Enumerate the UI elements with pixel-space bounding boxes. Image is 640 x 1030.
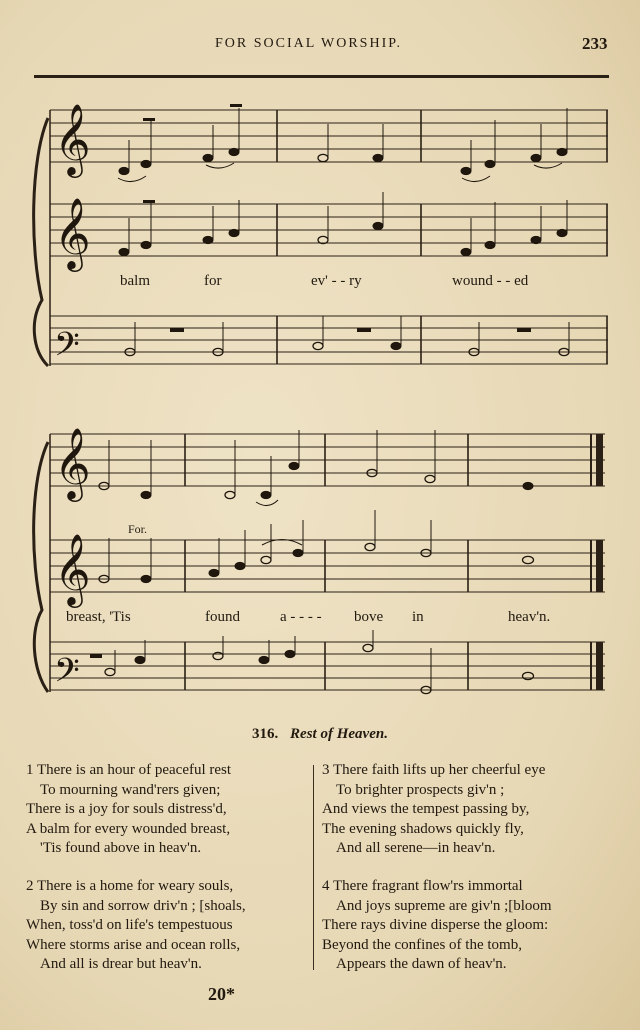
svg-text:𝄞: 𝄞: [54, 102, 91, 175]
staff-1b: [50, 204, 608, 256]
notes-1a: [118, 104, 567, 182]
stanza-line: There is a joy for souls distress'd,: [26, 801, 227, 817]
lyric-2-3: a - - - -: [280, 609, 322, 625]
stanza-line: Beyond the confines of the tomb,: [322, 936, 522, 953]
stanza-line: And all is drear but heav'n.: [40, 956, 202, 972]
stanza-line: 'Tis found above in heav'n.: [40, 840, 202, 856]
stanza-line: 3 There faith lifts up her cheerful eye: [322, 762, 546, 778]
stanza-line: 1 There is an hour of peaceful rest: [26, 762, 232, 778]
lyric-1-1: balm: [120, 273, 150, 289]
svg-text:𝄞: 𝄞: [54, 532, 91, 605]
lyric-1-3: ev' - - ry: [311, 273, 362, 289]
stanza-2: [26, 877, 246, 975]
stanza-line: And joys supreme are giv'n ;[bloom: [336, 897, 552, 914]
staff-2c: [50, 642, 605, 690]
stanza-line: Where storms arise and ocean rolls,: [26, 936, 241, 953]
lyric-1-2: for: [204, 273, 222, 289]
braces: [34, 110, 50, 692]
hymn-number: 316.: [252, 726, 279, 742]
voice-marker: For.: [128, 522, 148, 536]
page-number: 233: [582, 34, 608, 53]
staff-lines: [50, 110, 608, 690]
staff-1a: [50, 110, 608, 162]
stanza-line: To mourning wand'rers given;: [40, 781, 221, 798]
column-divider: [313, 765, 314, 970]
stanza-line: To brighter prospects giv'n ;: [336, 781, 505, 798]
signature-mark: 20*: [208, 984, 235, 1004]
staff-1c: [50, 316, 608, 364]
notes-1c: [125, 316, 569, 356]
staff-2b: [50, 540, 605, 592]
stanza-line: There rays divine disperse the gloom:: [322, 917, 549, 933]
lyric-2-6: heav'n.: [508, 609, 551, 625]
svg-text:𝄞: 𝄞: [54, 426, 91, 499]
svg-text:𝄢: 𝄢: [54, 652, 80, 698]
staff-2a: [50, 434, 605, 486]
stanza-line: 2 There is a home for weary souls,: [26, 878, 234, 894]
lyric-2-1: breast, 'Tis: [66, 609, 131, 625]
notes-1b: [119, 192, 567, 256]
stanza-4: [322, 877, 552, 975]
svg-text:𝄞: 𝄞: [54, 196, 91, 269]
stanza-3: [322, 761, 545, 859]
hymn-title: [0, 726, 640, 743]
stanza-line: And all serene—in heav'n.: [336, 840, 496, 856]
barlines: [185, 110, 607, 690]
lyric-2-2: found: [205, 609, 240, 625]
stanza-line: By sin and sorrow driv'n ; [shoals,: [40, 897, 246, 914]
stanza-line: A balm for every wounded breast,: [26, 820, 231, 837]
lyric-2-4: bove: [354, 609, 384, 625]
stanza-1: [26, 761, 231, 859]
final-barlines: [590, 434, 603, 690]
stanza-line: And views the tempest passing by,: [322, 801, 530, 817]
lyric-1-4: wound - - ed: [452, 273, 529, 289]
stanza-line: 4 There fragrant flow'rs immortal: [322, 878, 523, 894]
svg-text:𝄢: 𝄢: [54, 326, 80, 372]
hymn-name: Rest of Heaven.: [290, 726, 388, 742]
stanza-line: The evening shadows quickly fly,: [322, 820, 524, 837]
running-title: FOR SOCIAL WORSHIP.: [215, 36, 402, 51]
stanza-line: Appears the dawn of heav'n.: [336, 956, 507, 972]
stanza-line: When, toss'd on life's tempestuous: [26, 917, 233, 933]
notes-2c: [90, 630, 534, 694]
lyric-2-5: in: [412, 609, 424, 625]
